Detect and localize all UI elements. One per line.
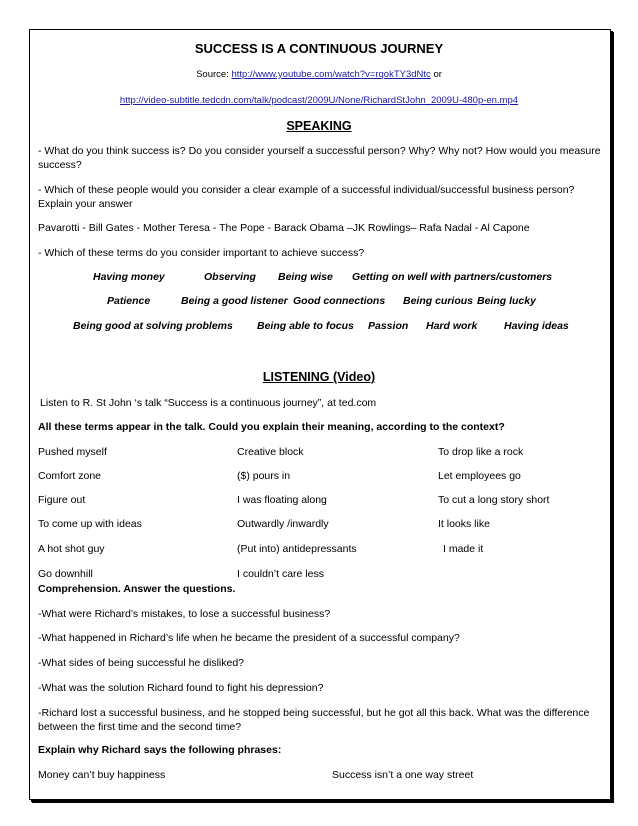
term-cell: ($) pours in [237,470,291,482]
ted-video-link[interactable]: http://video-subtitle.tedcdn.com/talk/podcast/2009U/None/RichardStJohn_2009U-480p-en.mp4 [119,95,519,106]
term-having-ideas: Having ideas [504,320,569,332]
comprehension-question-2: -What happened in Richard’s life when he became the president of a successful company? [38,632,460,644]
term-cell: To come up with ideas [38,518,142,530]
term-being-wise: Being wise [278,271,333,283]
source-label: Source: [196,69,232,80]
term-cell: Outwardly /inwardly [237,518,329,530]
speaking-question-3: - Which of these terms do you consider important to achieve success? [38,247,365,259]
comprehension-question-4: -What was the solution Richard found to fight his depression? [38,682,324,694]
page-title: SUCCESS IS A CONTINUOUS JOURNEY [194,41,444,56]
term-cell: Let employees go [438,470,521,482]
speaking-heading: SPEAKING [286,119,352,133]
term-cell: A hot shot guy [38,543,105,555]
comprehension-heading: Comprehension. Answer the questions. [38,583,236,595]
term-observing: Observing [204,271,256,283]
term-cell: To cut a long story short [438,494,550,506]
phrase-success: Success isn’t a one way street [332,769,474,781]
comprehension-question-3: -What sides of being successful he disliked? [38,657,245,669]
comprehension-question-1: -What were Richard’s mistakes, to lose a successful business? [38,608,331,620]
people-list: Pavarotti - Bill Gates - Mother Teresa - The Pope - Barack Obama –JK Rowlings– Rafa Nadal - Al Capone [38,222,530,234]
explain-heading: Explain why Richard says the following phrases: [38,744,282,756]
term-passion: Passion [368,320,409,332]
term-cell: (Put into) antidepressants [237,543,357,555]
youtube-link[interactable]: http://www.youtube.com/watch?v=rqokTY3dNtc [231,69,431,80]
term-cell: I couldn’t care less [237,568,324,580]
phrase-money: Money can’t buy happiness [38,769,166,781]
listening-intro: Listen to R. St John ‘s talk “Success is a continuous journey”, at ted.com [40,397,377,409]
comprehension-question-5: -Richard lost a successful business, and he stopped being successful, but he got all this back. What was the difference between the first time and the second time? [38,707,590,733]
ted-link-line [0,95,638,106]
term-good-listener: Being a good listener [181,295,288,307]
term-cell: Pushed myself [38,446,107,458]
term-cell: It looks like [438,518,490,530]
term-solving-problems: Being good at solving problems [73,320,233,332]
term-cell: Creative block [237,446,304,458]
term-having-money: Having money [93,271,165,283]
listening-instruction: All these terms appear in the talk. Could you explain their meaning, according to the context? [38,421,505,433]
term-being-lucky: Being lucky [477,295,536,307]
term-cell: Comfort zone [38,470,102,482]
speaking-question-1: - What do you think success is? Do you consider yourself a successful person? Why? Why not? How would you measure success? [38,145,601,171]
term-cell: Go downhill [38,568,93,580]
term-cell: To drop like a rock [438,446,524,458]
term-getting-on-well: Getting on well with partners/customers [352,271,553,283]
term-cell: Figure out [38,494,86,506]
term-good-connections: Good connections [293,295,386,307]
term-cell: I was floating along [237,494,327,506]
source-line [0,69,638,80]
speaking-question-2: - Which of these people would you consider a clear example of a successful individual/successful business person? Explain your answer [38,184,575,210]
term-able-to-focus: Being able to focus [257,320,354,332]
term-cell: I made it [443,543,484,555]
term-patience: Patience [107,295,151,307]
listening-heading: LISTENING (Video) [262,370,376,384]
term-being-curious: Being curious [403,295,474,307]
term-hard-work: Hard work [426,320,478,332]
source-or: or [430,69,442,80]
